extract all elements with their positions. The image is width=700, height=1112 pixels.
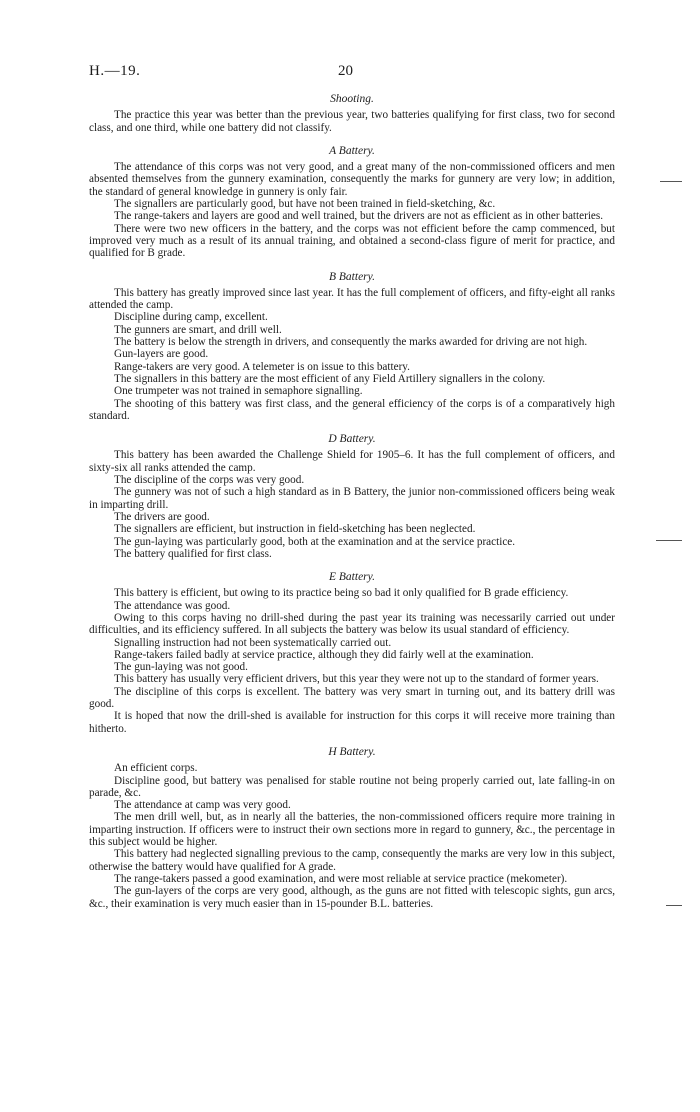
report-body (89, 93, 615, 921)
paragraph: This battery had neglected signalling previous to the camp, consequently the marks are very low in this subject, otherwise the battery would have qualified for A grade. (89, 848, 615, 873)
paragraph: The gun-layers of the corps are very good, although, as the guns are not fitted with telescopic sights, gun arcs, &c., their examination is very much easier than in 15-pounder B.L. batteries. (89, 885, 615, 910)
paragraph: This battery is efficient, but owing to its practice being so bad it only qualified for B grade efficiency. (114, 587, 569, 600)
page-number: 20 (338, 63, 353, 79)
paragraph: The battery qualified for first class. (114, 547, 272, 560)
paragraph: The attendance of this corps was not very good, and a great many of the non-commissioned officers and men absented themselves from the gunnery examination, consequently the marks for gunnery are very low; in addition, the standard of general knowledge in gunnery is only fair. (89, 161, 615, 198)
paragraph: It is hoped that now the drill-shed is available for instruction for this corps it will receive more training than hitherto. (89, 710, 615, 735)
paragraph: There were two new officers in the battery, and the corps was not efficient before the camp commenced, but improved very much as a result of its annual training, and obtained a second-class figure of merit for practice, and qualified for B grade. (89, 222, 615, 260)
paragraph: The gunners are smart, and drill well. (114, 323, 282, 336)
margin-mark (656, 540, 682, 541)
paragraph: Range-takers are very good. A telemeter is on issue to this battery. (114, 360, 410, 373)
paragraph: The gunnery was not of such a high standard as in B Battery, the junior non-commissioned officers being weak in imparting drill. (89, 486, 615, 511)
paragraph: The range-takers and layers are good and well trained, but the drivers are not as efficient as in other batteries. (114, 210, 604, 223)
section-heading: E Battery. (329, 571, 375, 584)
section-heading: Shooting. (330, 93, 374, 105)
paragraph: The drivers are good. (114, 510, 210, 523)
section (89, 746, 615, 910)
paragraph: The men drill well, but, as in nearly all the batteries, the non-commissioned officers require more training in imparting instruction. If officers were to instruct their own sections more in regard to gunnery, &c., the percentage in this subject would be higher. (89, 811, 615, 849)
paragraph: Range-takers failed badly at service practice, although they did fairly well at the examination. (114, 648, 534, 661)
margin-mark (666, 905, 682, 906)
paragraph: Owing to this corps having no drill-shed during the past year its training was necessarily carried out under difficulties, and its efficiency suffered. In all subjects the battery was below its usual standard of efficiency. (89, 611, 615, 637)
paragraph: This battery has greatly improved since last year. It has the full complement of officers, and fifty-eight all ranks attended the camp. (89, 286, 615, 312)
paper-reference: H.—19. (89, 63, 141, 79)
paragraph: The signallers are particularly good, but have not been trained in field-sketching, &c. (114, 198, 496, 211)
margin-mark (660, 181, 682, 182)
paragraph: The attendance was good. (114, 599, 231, 612)
paragraph: The practice this year was better than the previous year, two batteries qualifying for first class, two for second class, and one third, while one battery did not classify. (89, 109, 615, 134)
paragraph: The shooting of this battery was first class, and the general efficiency of the corps is of a comparatively high standard. (89, 397, 615, 422)
paragraph: The attendance at camp was very good. (114, 799, 291, 812)
section-heading: A Battery. (329, 144, 375, 157)
paragraph: One trumpeter was not trained in semaphore signalling. (114, 385, 363, 398)
section (89, 571, 615, 735)
paragraph: The signallers in this battery are the most efficient of any Field Artillery signallers in the colony. (114, 372, 546, 385)
section-heading: D Battery. (328, 433, 376, 446)
section (89, 145, 615, 260)
section-heading: H Battery. (328, 745, 376, 758)
paragraph: The battery is below the strength in drivers, and consequently the marks awarded for driving are not high. (114, 336, 588, 349)
paragraph: The discipline of this corps is excellent. The battery was very smart in turning out, and its battery drill was good. (89, 685, 615, 711)
section (89, 93, 615, 134)
section (89, 271, 615, 423)
section-heading: B Battery. (329, 270, 375, 283)
paragraph: This battery has usually very efficient drivers, but this year they were not up to the standard of former years. (114, 673, 599, 686)
paragraph: The gun-laying was particularly good, both at the examination and at the service practice. (114, 535, 516, 548)
paragraph: Signalling instruction had not been systematically carried out. (114, 636, 392, 649)
section (89, 433, 615, 560)
paragraph: This battery has been awarded the Challenge Shield for 1905–6. It has the full complement of officers, and sixty-six all ranks attended the camp. (89, 449, 615, 474)
paragraph: The discipline of the corps was very good. (114, 474, 305, 487)
paragraph: The gun-laying was not good. (114, 661, 248, 674)
paragraph: An efficient corps. (114, 762, 198, 775)
paragraph: Discipline good, but battery was penalised for stable routine not being properly carried out, late falling-in on parade, &c. (89, 774, 615, 799)
paragraph: Discipline during camp, excellent. (114, 311, 268, 324)
paragraph: The signallers are efficient, but instruction in field-sketching has been neglected. (114, 523, 476, 536)
paragraph: Gun-layers are good. (114, 348, 209, 361)
paragraph: The range-takers passed a good examination, and were most reliable at service practice (mekometer). (114, 872, 568, 885)
